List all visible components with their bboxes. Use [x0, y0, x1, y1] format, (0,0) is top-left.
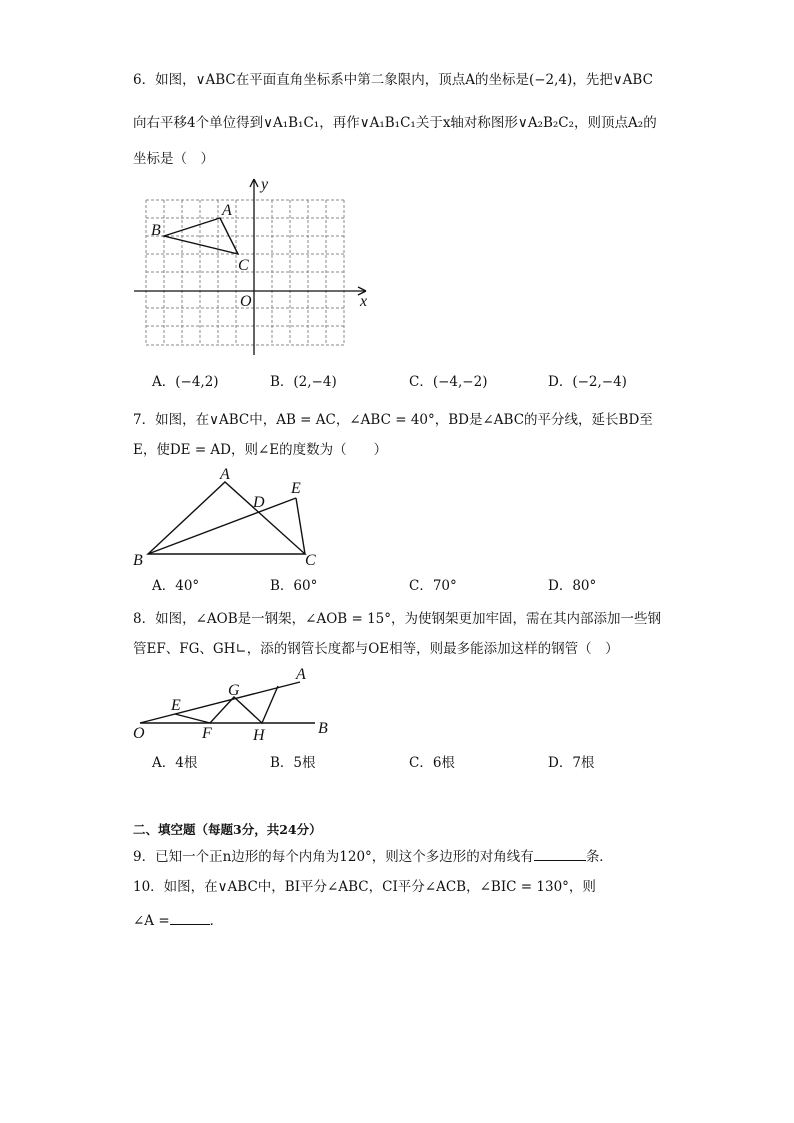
section-2-title: 二、填空题（每题3分，共24分） — [133, 822, 322, 837]
q7-option-d: D．80° — [548, 578, 597, 594]
q6-label-a: A — [222, 202, 232, 219]
q9-answer-blank[interactable] — [534, 847, 586, 861]
q7-line-1: 7．如图，在∨ABC中，AB = AC，∠ABC = 40°，BD是∠ABC的平分线，延长BD至 — [133, 412, 653, 428]
q10-line-2 — [133, 911, 223, 930]
q7-label-c: C — [305, 552, 316, 569]
q6-label-b: B — [151, 222, 161, 239]
q7-triangle-abc — [148, 482, 305, 554]
q7-label-e: E — [291, 480, 301, 497]
q6-label-c: C — [238, 257, 249, 274]
q6-option-d: D．(−2,−4) — [548, 374, 627, 390]
q6-coordinate-figure — [130, 175, 380, 360]
q10-text-before: ∠A = — [133, 913, 170, 929]
q8-option-a: A．4根 — [152, 755, 198, 771]
q8-option-b: B．5根 — [270, 755, 316, 771]
q7-option-c: C．70° — [409, 578, 457, 594]
q7-option-a: A．40° — [152, 578, 200, 594]
q7-line-2: E，使DE = AD，则∠E的度数为（ ） — [133, 442, 388, 458]
q6-label-x: x — [360, 293, 368, 310]
q6-line-2: 向右平移4个单位得到∨A₁B₁C₁，再作∨A₁B₁C₁关于x轴对称图形∨A₂B₂C₂，则顶点A₂的 — [133, 115, 657, 131]
q10-line-1: 10．如图，在∨ABC中，BI平分∠ABC，CI平分∠ACB，∠BIC = 130°，则 — [133, 879, 596, 895]
q7-segment-ec — [296, 498, 305, 554]
q7-label-d: D — [253, 494, 265, 511]
q8-line-1: 8．如图，∠AOB是一钢架，∠AOB = 15°，为使钢架更加牢固，需在其内部添加一些钢 — [133, 611, 662, 627]
q6-label-y: y — [261, 176, 269, 193]
q6-option-c: C．(−4,−2) — [409, 374, 488, 390]
q9 — [133, 847, 613, 866]
q8-option-d: D．7根 — [548, 755, 595, 771]
q8-label-h: H — [253, 727, 265, 744]
q8-label-e: E — [171, 697, 181, 714]
q8-label-f: F — [202, 725, 212, 742]
q6-option-a: A．(−4,2) — [152, 374, 219, 390]
q10-text-after: ． — [209, 913, 224, 929]
q8-ray-oa — [140, 682, 300, 723]
q7-triangle-figure — [130, 465, 330, 570]
q8-label-g: G — [228, 682, 240, 699]
q8-label-a: A — [296, 666, 306, 683]
q8-label-b: B — [318, 720, 328, 737]
q8-label-o: O — [133, 725, 145, 742]
q8-option-c: C．6根 — [409, 755, 455, 771]
q10-answer-blank[interactable] — [170, 911, 210, 925]
q9-text-after: 条． — [585, 849, 613, 865]
q6-option-b: B．(2,−4) — [270, 374, 337, 390]
q7-label-a: A — [220, 466, 230, 483]
q6-line-1: 6．如图，∨ABC在平面直角坐标系中第二象限内，顶点A的坐标是(−2,4)，先把∨ABC — [133, 72, 653, 88]
q6-label-o: O — [240, 293, 252, 310]
q9-text-before: 9．已知一个正n边形的每个内角为120°，则这个多边形的对角线有 — [133, 849, 534, 865]
q8-steel-frame-figure — [130, 665, 340, 745]
q7-option-b: B．60° — [270, 578, 318, 594]
q8-line-2: 管EF、FG、GH∟，添的钢管长度都与OE相等，则最多能添加这样的钢管（ ） — [133, 641, 619, 657]
q6-line-3: 坐标是（ ） — [133, 151, 214, 167]
q7-label-b: B — [133, 552, 143, 569]
